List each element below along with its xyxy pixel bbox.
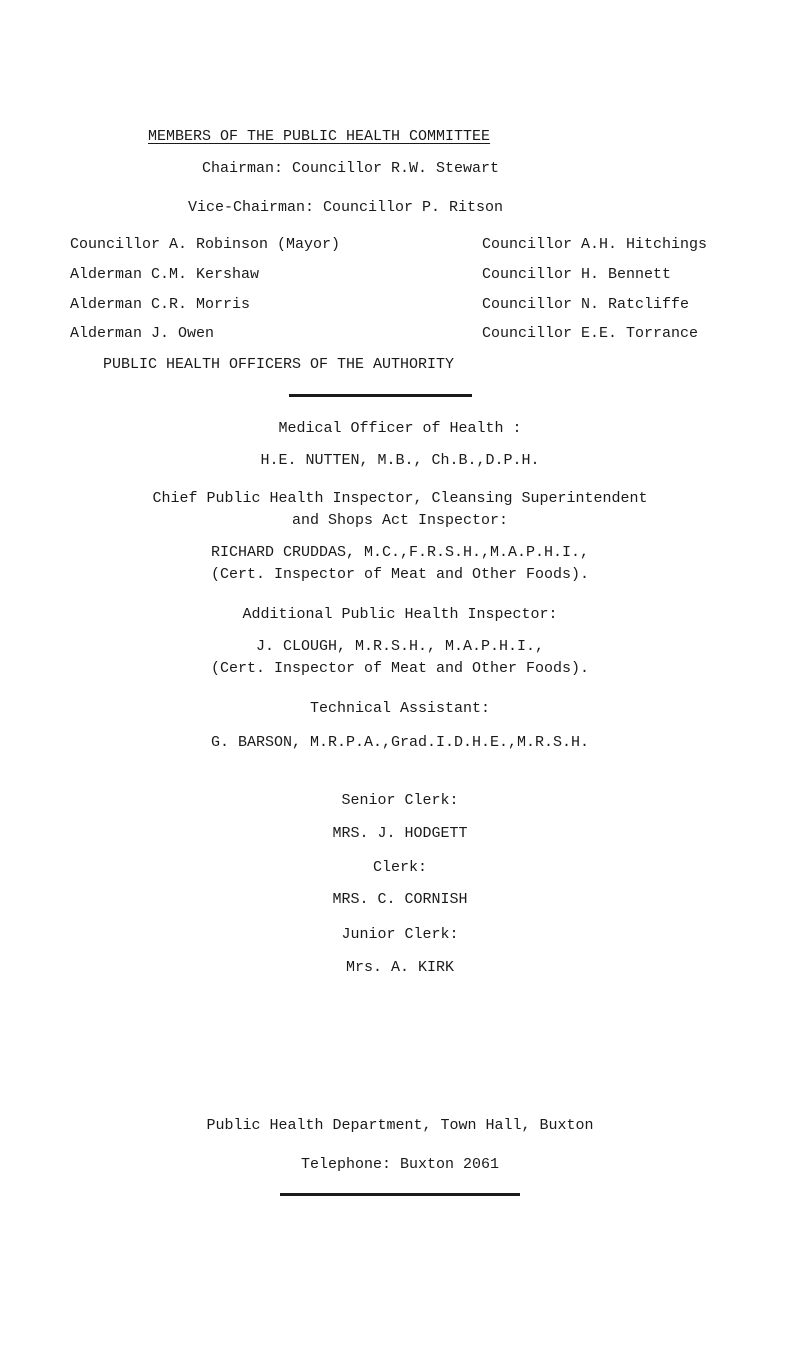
page-title: MEMBERS OF THE PUBLIC HEALTH COMMITTEE [148, 128, 491, 145]
moh-title: Medical Officer of Health : [278, 420, 522, 437]
divider-top [289, 394, 472, 397]
vice-chairman-line: Vice-Chairman: Councillor P. Ritson [188, 199, 504, 216]
member-right-2: Councillor H. Bennett [482, 266, 672, 283]
technical-assistant-title: Technical Assistant: [309, 700, 491, 717]
member-left-3: Alderman C.R. Morris [70, 296, 251, 313]
divider-bottom [280, 1193, 520, 1196]
clerk-title: Clerk: [372, 859, 427, 876]
junior-clerk-title: Junior Clerk: [341, 926, 459, 943]
senior-clerk-title: Senior Clerk: [341, 792, 459, 809]
member-left-4: Alderman J. Owen [70, 325, 215, 342]
member-right-1: Councillor A.H. Hitchings [482, 236, 708, 253]
cphi-title-line2: and Shops Act Inspector: [291, 512, 509, 529]
chairman-line: Chairman: Councillor R.W. Stewart [202, 160, 500, 177]
clerk-name: MRS. C. CORNISH [332, 891, 468, 908]
moh-name: H.E. NUTTEN, M.B., Ch.B.,D.P.H. [260, 452, 540, 469]
member-right-4: Councillor E.E. Torrance [482, 325, 699, 342]
cphi-name: RICHARD CRUDDAS, M.C.,F.R.S.H.,M.A.P.H.I., [210, 544, 590, 561]
aphi-name: J. CLOUGH, M.R.S.H., M.A.P.H.I., [255, 638, 545, 655]
member-left-2: Alderman C.M. Kershaw [70, 266, 260, 283]
cphi-title-line1: Chief Public Health Inspector, Cleansing Superintendent [152, 490, 648, 507]
officers-heading: PUBLIC HEALTH OFFICERS OF THE AUTHORITY [103, 356, 455, 373]
junior-clerk-name: Mrs. A. KIRK [345, 959, 455, 976]
telephone: Telephone: Buxton 2061 [300, 1156, 500, 1173]
member-left-1: Councillor A. Robinson (Mayor) [70, 236, 341, 253]
cphi-cert: (Cert. Inspector of Meat and Other Foods). [210, 566, 590, 583]
senior-clerk-name: MRS. J. HODGETT [332, 825, 468, 842]
member-right-3: Councillor N. Ratcliffe [482, 296, 690, 313]
technical-assistant-name: G. BARSON, M.R.P.A.,Grad.I.D.H.E.,M.R.S.H. [210, 734, 590, 751]
aphi-title: Additional Public Health Inspector: [242, 606, 558, 623]
department-address: Public Health Department, Town Hall, Buxton [206, 1117, 594, 1134]
aphi-cert: (Cert. Inspector of Meat and Other Foods). [210, 660, 590, 677]
